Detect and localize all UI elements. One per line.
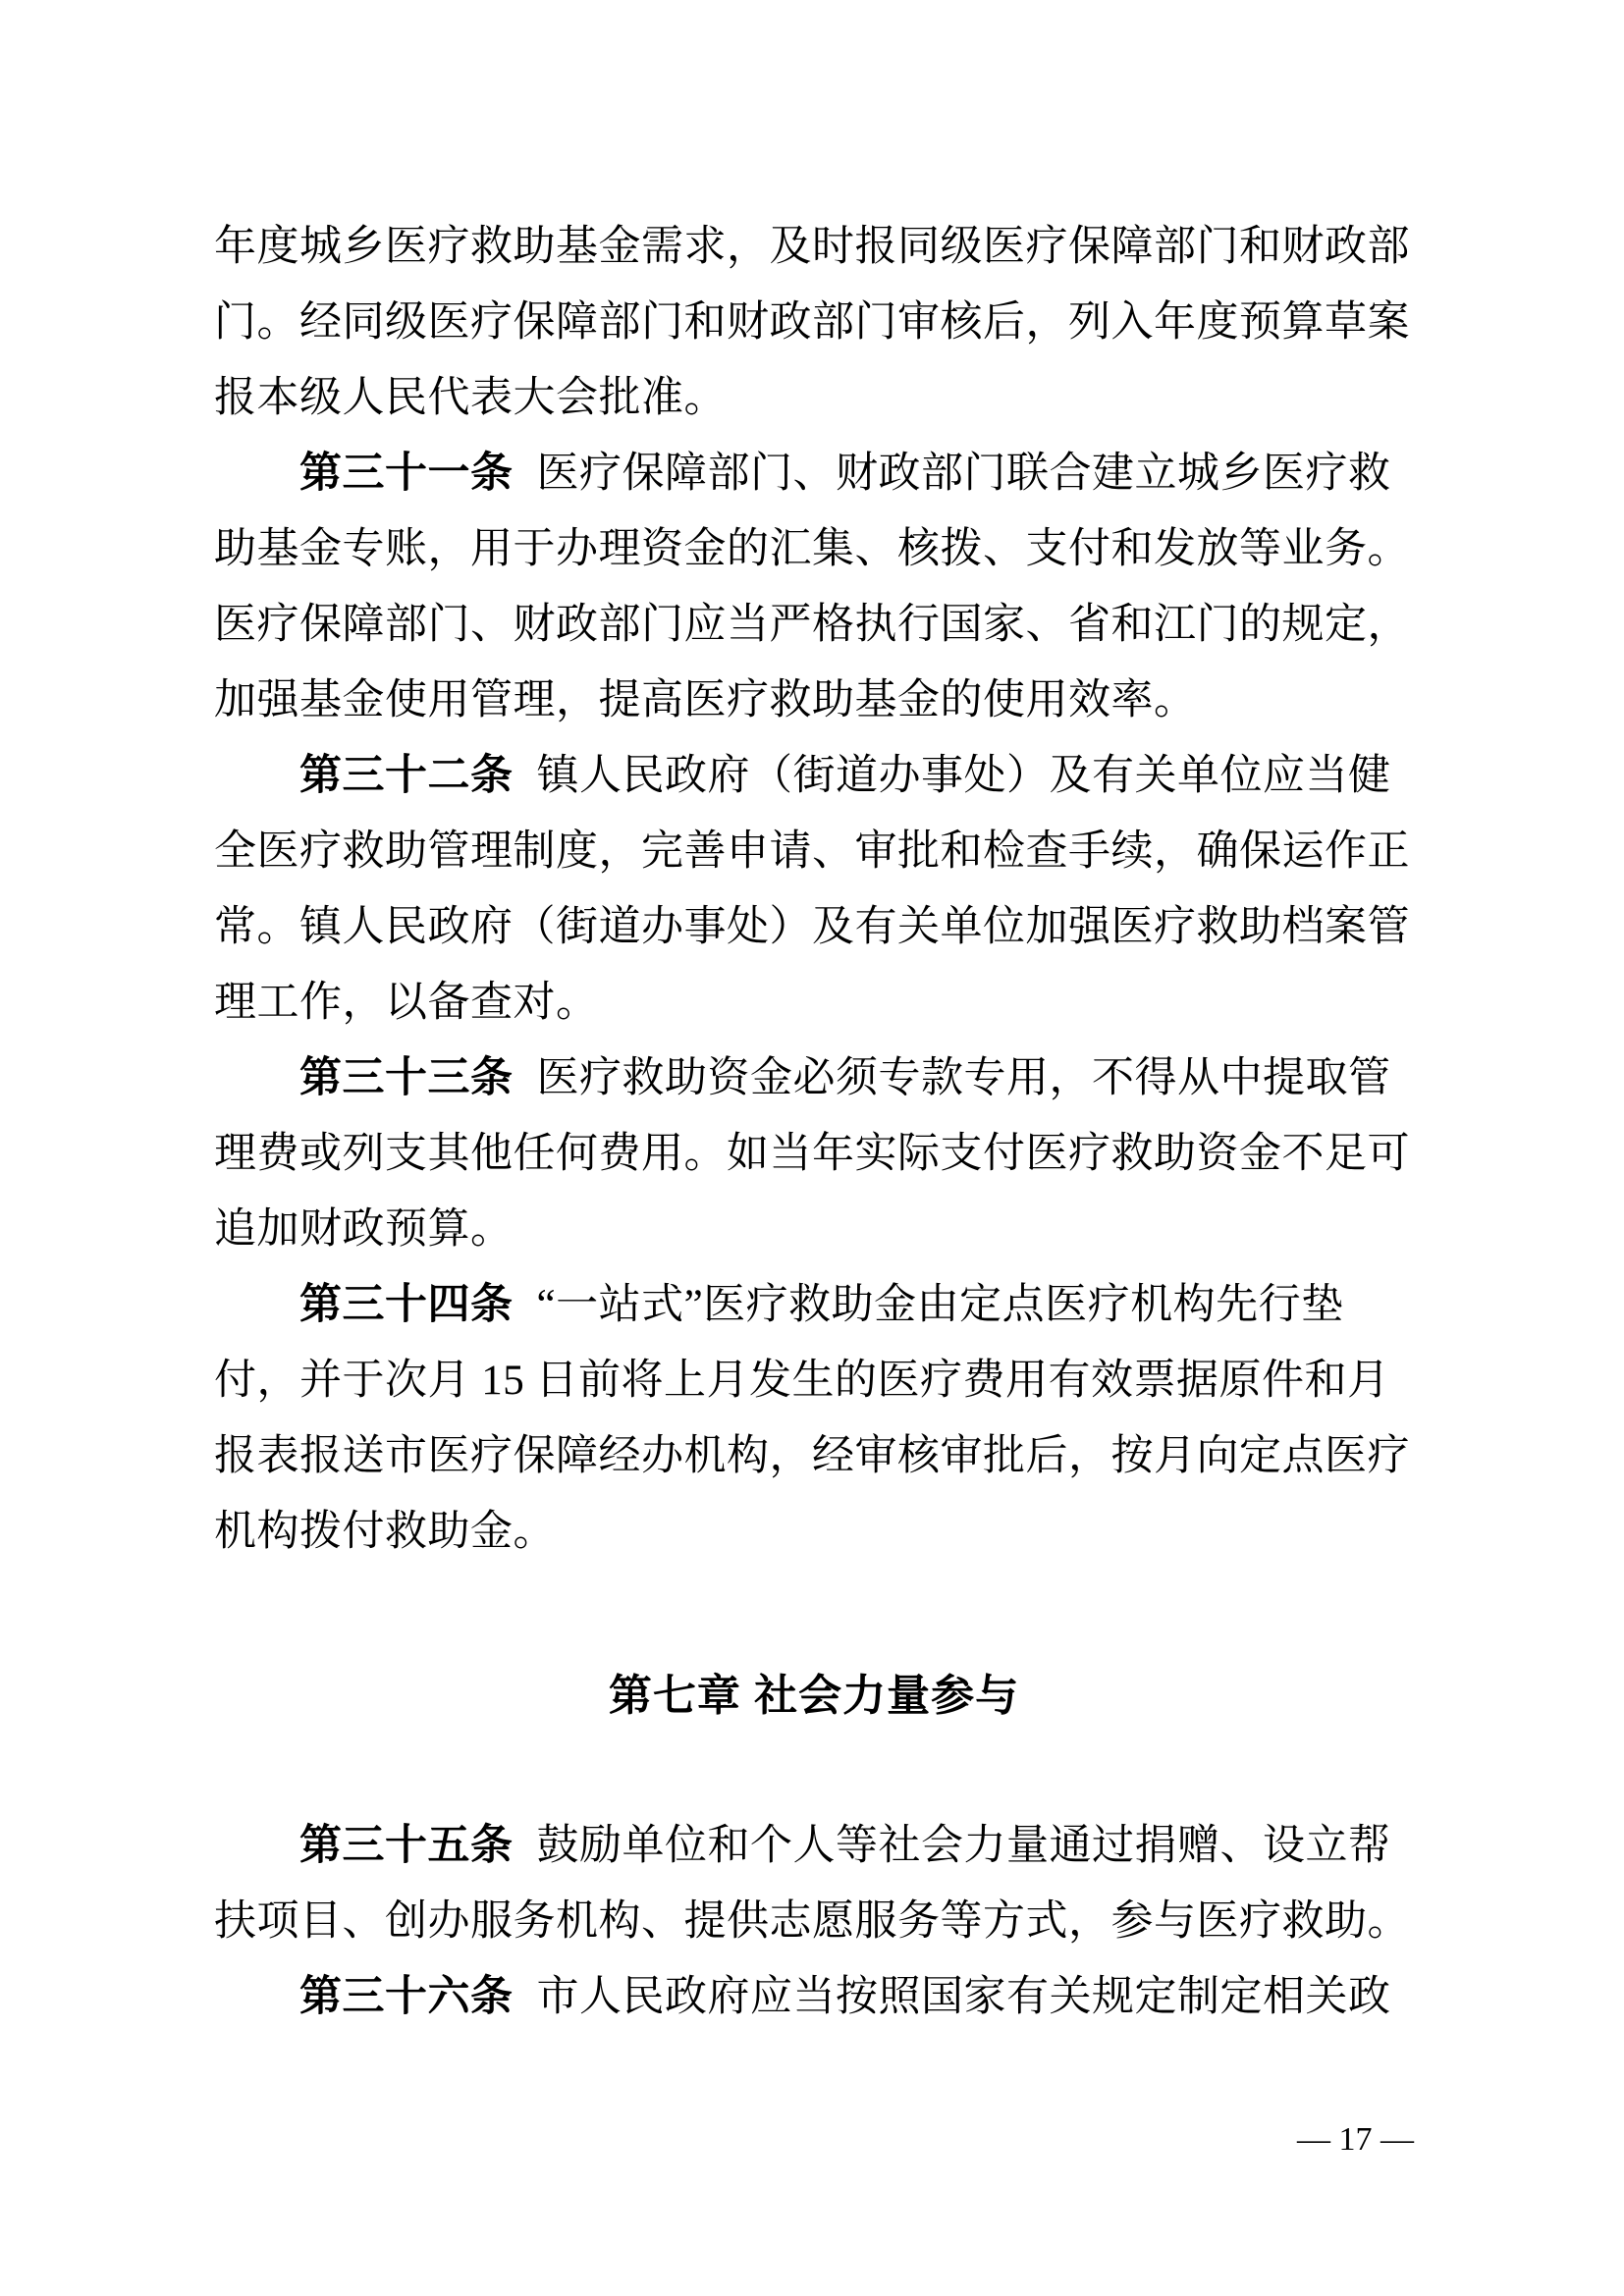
- body-text: 理费或列支其他任何费用。如当年实际支付医疗救助资金不足可: [214, 1131, 1410, 1177]
- text-line: [214, 1192, 1414, 1267]
- document-body: [214, 209, 1414, 2035]
- section-gap: [214, 1734, 1414, 1808]
- article-number: 第三十三条: [299, 1054, 514, 1101]
- body-text: 医疗保障部门、财政部门应当严格执行国家、省和江门的规定，: [214, 602, 1410, 648]
- body-text: 理工作，以备查对。: [214, 980, 599, 1026]
- paragraph-article-35: [214, 1808, 1414, 1884]
- text-line: [214, 1418, 1414, 1494]
- text-line: [214, 511, 1414, 587]
- paragraph-article-33: [214, 1041, 1414, 1116]
- body-text: 医疗救助资金必须专款专用，不得从中提取管: [536, 1055, 1391, 1101]
- text-line: [214, 1494, 1414, 1570]
- body-text: 鼓励单位和个人等社会力量通过捐赠、设立帮: [536, 1823, 1391, 1869]
- article-number: 第三十六条: [299, 1973, 514, 2020]
- article-number: 第三十一条: [299, 450, 514, 497]
- article-number: 第三十五条: [299, 1822, 514, 1869]
- body-text: 镇人民政府（街道办事处）及有关单位应当健: [536, 753, 1391, 799]
- text-line: [214, 360, 1414, 436]
- body-text: “一站式”医疗救助金由定点医疗机构先行垫: [536, 1282, 1344, 1328]
- body-text: 机构拨付救助金。: [214, 1509, 556, 1555]
- body-text: 常。镇人民政府（街道办事处）及有关单位加强医疗救助档案管: [214, 904, 1410, 950]
- body-text: 报本级人民代表大会批准。: [214, 375, 727, 421]
- text-line: [214, 1116, 1414, 1192]
- article-number: 第三十四条: [299, 1281, 514, 1328]
- paragraph-article-31: [214, 436, 1414, 511]
- body-text: 医疗保障部门、财政部门联合建立城乡医疗救: [536, 451, 1391, 497]
- text-line: [214, 663, 1414, 738]
- text-line: [214, 889, 1414, 965]
- text-line: [214, 814, 1414, 889]
- text-line: [214, 209, 1414, 285]
- section-gap: [214, 1570, 1414, 1658]
- chapter-heading: 第七章 社会力量参与: [608, 1672, 1020, 1720]
- paragraph-article-36: [214, 1959, 1414, 2035]
- body-text: 付，并于次月 15 日前将上月发生的医疗费用有效票据原件和月: [214, 1358, 1390, 1404]
- body-text: 市人民政府应当按照国家有关规定制定相关政: [536, 1974, 1391, 2020]
- body-text: 全医疗救助管理制度，完善申请、审批和检查手续，确保运作正: [214, 828, 1410, 875]
- article-number: 第三十二条: [299, 752, 514, 799]
- body-text: 加强基金使用管理，提高医疗救助基金的使用效率。: [214, 677, 1197, 723]
- body-text: 年度城乡医疗救助基金需求，及时报同级医疗保障部门和财政部: [214, 224, 1410, 270]
- body-text: 助基金专账，用于办理资金的汇集、核拨、支付和发放等业务。: [214, 526, 1410, 572]
- text-line: [214, 1884, 1414, 1959]
- body-text: 门。经同级医疗保障部门和财政部门审核后，列入年度预算草案: [214, 299, 1410, 346]
- body-text: 报表报送市医疗保障经办机构，经审核审批后，按月向定点医疗: [214, 1433, 1410, 1479]
- page-number: — 17 —: [1297, 2121, 1414, 2158]
- body-text: 追加财政预算。: [214, 1206, 514, 1253]
- text-line: [214, 285, 1414, 360]
- paragraph-article-34: [214, 1267, 1414, 1343]
- paragraph-article-32: [214, 738, 1414, 814]
- text-line: [214, 587, 1414, 663]
- text-line: [214, 965, 1414, 1041]
- body-text: 扶项目、创办服务机构、提供志愿服务等方式，参与医疗救助。: [214, 1898, 1410, 1945]
- text-line: [214, 1343, 1414, 1418]
